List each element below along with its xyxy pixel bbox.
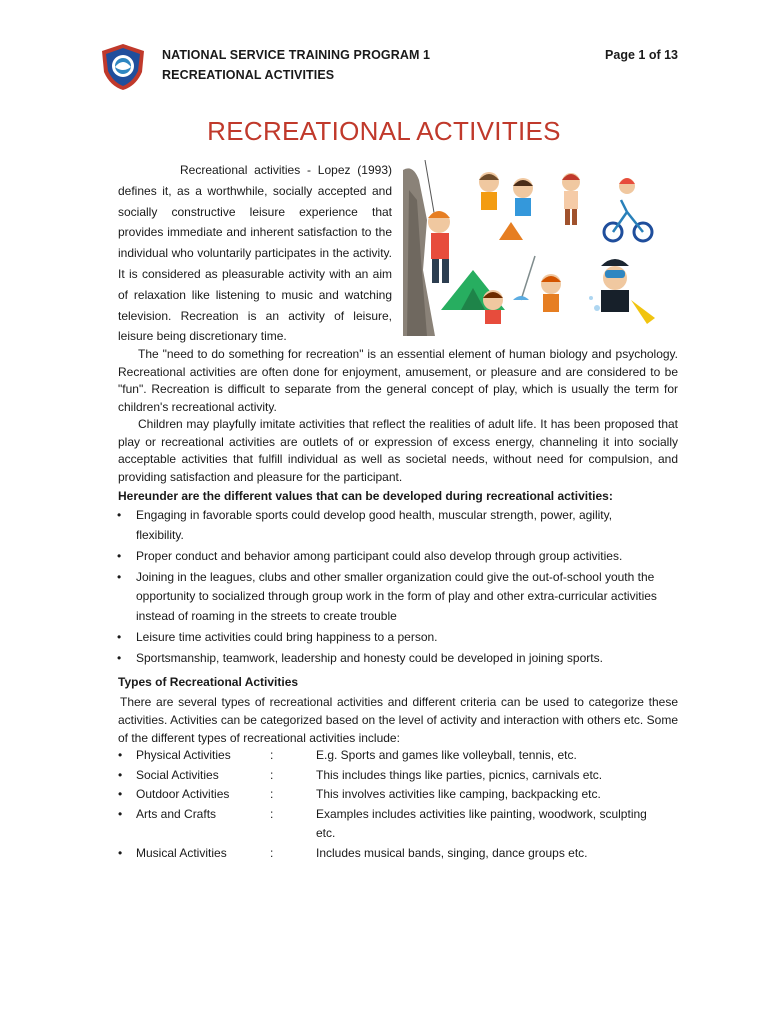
type-separator: : (270, 787, 274, 801)
type-name: Outdoor Activities (136, 787, 230, 801)
table-row (118, 746, 656, 766)
page-title: RECREATIONAL ACTIVITIES (207, 116, 561, 146)
types-intro-paragraph: There are several types of recreational activities and different criteria can be used to categorize these activities. Activities can be categorized based on the level of activity and interaction with others etc. Some of the different types of recreational activities include: (118, 695, 678, 745)
bullet: • (118, 767, 123, 782)
type-description: This involves activities like camping, backpacking etc. (316, 787, 601, 801)
intro-paragraph: Recreational activities - Lopez (1993) defines it, as a worthwhile, socially accepted and socially constructive leisure experience that provides immediate and inherent satisfaction to the individual who voluntarily participates in the activity. It is considered as pleasurable activity with an aim of relaxation like listening to music and watching television. Recreation is an activity of leisure, leisure being discretionary time. (118, 163, 392, 344)
values-list (118, 506, 658, 670)
type-name: Musical Activities (136, 845, 227, 860)
table-row (118, 785, 656, 805)
type-separator: : (270, 845, 274, 860)
section-heading: Types of Recreational Activities (118, 675, 299, 689)
list-item: • Leisure time activities could bring happiness to a person. (118, 628, 658, 648)
bullet: • (118, 845, 123, 860)
list-item: • Sportsmanship, teamwork, leadership and honesty could be developed in joining sports. (118, 649, 658, 669)
type-description: Examples includes activities like painting, woodwork, sculpting etc. (316, 806, 647, 840)
table-row (118, 766, 656, 786)
bullet: • (118, 787, 123, 801)
values-heading: Hereunder are the different values that can be developed during recreational activities: (118, 489, 613, 503)
type-name: Physical Activities (136, 748, 231, 762)
body-paragraph: The "need to do something for recreation" is an essential element of human biology and psychology. Recreational activities are often done for enjoyment, amusement, or pleasure and are considered to be "fun". Recreation is difficult to separate from the general concept of play, which is usually the term for children's recreational activity. (118, 347, 678, 414)
bullet: • (118, 806, 123, 821)
type-description: Includes musical bands, singing, dance groups etc. (316, 845, 588, 860)
header-course-title: NATIONAL SERVICE TRAINING PROGRAM 1 (162, 48, 431, 62)
type-description: This includes things like parties, picnics, carnivals etc. (316, 767, 603, 782)
table-row (118, 805, 656, 844)
type-name: Arts and Crafts (136, 806, 217, 821)
type-separator: : (270, 806, 274, 821)
list-item: • Engaging in favorable sports could develop good health, muscular strength, power, agility, flexibility. (118, 506, 658, 545)
children-recreation-illustration (401, 160, 665, 336)
type-name: Social Activities (136, 767, 219, 782)
types-table (118, 746, 656, 863)
list-item: • Proper conduct and behavior among participant could also develop through group activities. (118, 547, 658, 567)
table-row (118, 844, 656, 864)
type-separator: : (270, 748, 274, 762)
type-description: E.g. Sports and games like volleyball, tennis, etc. (316, 748, 577, 762)
type-separator: : (270, 767, 274, 782)
bullet: • (118, 748, 123, 762)
school-seal-icon (98, 42, 148, 92)
header-topic: RECREATIONAL ACTIVITIES (162, 68, 335, 82)
body-paragraph: Children may playfully imitate activities that reflect the realities of adult life. It has been proposed that play or recreational activities are outlets of or expression of excess energy, channeling it into socially acceptable activities that fulfill individual as well as societal needs, without need for compulsion, and providing satisfaction and pleasure for the participant. (118, 417, 678, 484)
list-item: • Joining in the leagues, clubs and other smaller organization could give the out-of-school youth the opportunity to socialized through group work in the form of play and other extra-curricular activities instead of roaming in the streets to create trouble (118, 568, 658, 627)
page-number: Page 1 of 13 (605, 48, 678, 62)
